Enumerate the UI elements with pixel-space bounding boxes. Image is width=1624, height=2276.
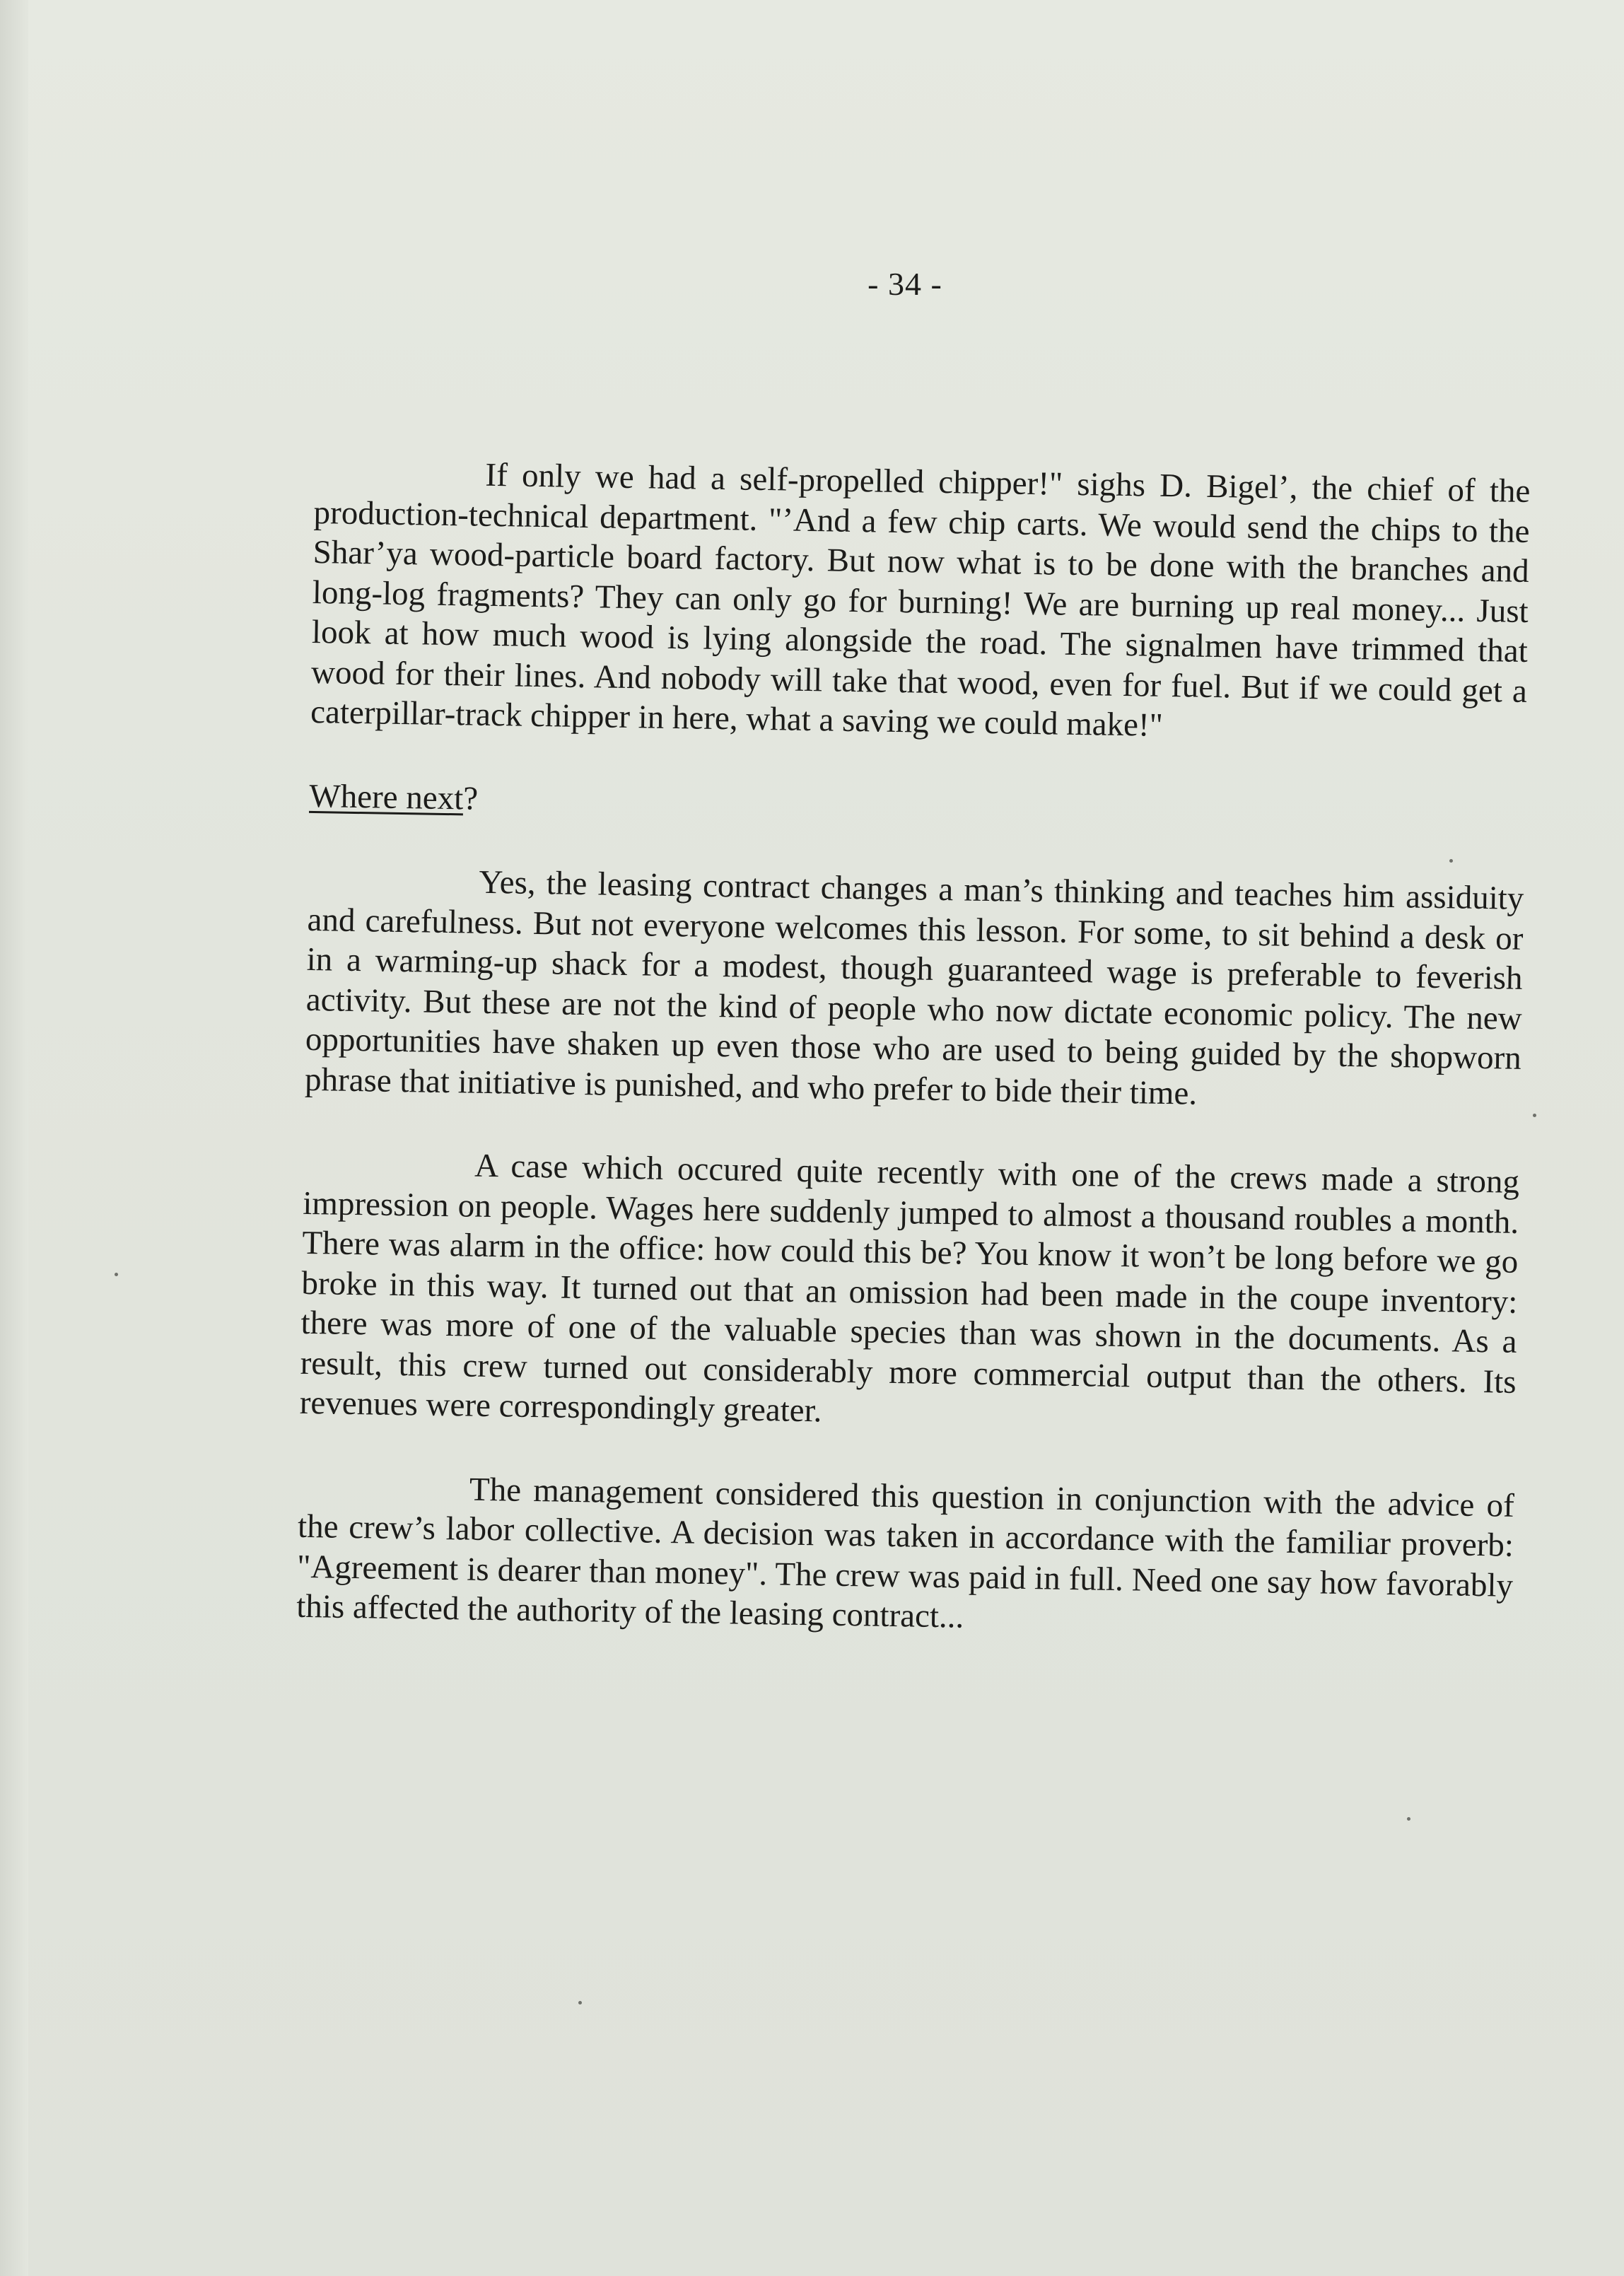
scan-speck xyxy=(1449,859,1453,863)
paragraph-management-decision: The management considered this question in conjunction with the advice of the crew’s labor collective. A decision was taken in accordance with the familiar proverb: "Agreement is dearer than money". The crew was paid in full. Need one say how favorably this affected the authority of the leasing contract... xyxy=(296,1471,1515,1635)
scan-speck xyxy=(1407,1817,1410,1821)
paragraph-leasing-contract: Yes, the leasing contract changes a man’s thinking and teaches him assiduity and carefulness. But not everyone welcomes this lesson. For some, to sit behind a desk or in a warming-up shack for a modest, though guaranteed wage is preferable to feverish activity. But these are not the kind of people who now dictate economic policy. The new opportunities have shaken up even those who are used to being guided by the shopworn phrase that initiative is punished, and who prefer to bide their time. xyxy=(304,863,1524,1112)
section-heading-punctuation: ? xyxy=(462,779,479,817)
paragraph-crew-case: A case which occured quite recently with one of the crews made a strong impression on people. Wages here suddenly jumped to almost a thousand roubles a month. There was alarm in the office: how could this be? You know it won’t be long before we go broke in this way. It turned out that an omission had been made in the coupe inventory: there was more of one of the valuable species than was shown in the documents. As a result, this crew turned out considerably more commercial output than the others. Its revenues were correspondingly greater. xyxy=(299,1147,1520,1430)
paragraph-bigel-quote: If only we had a self-propelled chipper!" sighs D. Bigel’, the chief of the production-technical department. "’And a few chip carts. We would send the chips to the Shar’ya wood-particle board factory. But now what is to be done with the branches and long-log fragments? They can only go for burning! We are burning up real money... Just look at how much wood is lying alongside the road. The signalmen have trimmed that wood for their lines. And nobody will take that wood, even for fuel. But if we could get a caterpillar-track chipper in here, what a saving we could make!" xyxy=(310,456,1531,744)
page-edge-shadow xyxy=(0,0,28,2276)
section-heading-text: Where next xyxy=(308,777,464,817)
scan-speck xyxy=(578,2001,582,2004)
scan-speck xyxy=(1533,1114,1536,1117)
body-text xyxy=(296,453,1531,1645)
page-number: - 34 - xyxy=(868,266,942,302)
scan-speck xyxy=(115,1273,118,1276)
